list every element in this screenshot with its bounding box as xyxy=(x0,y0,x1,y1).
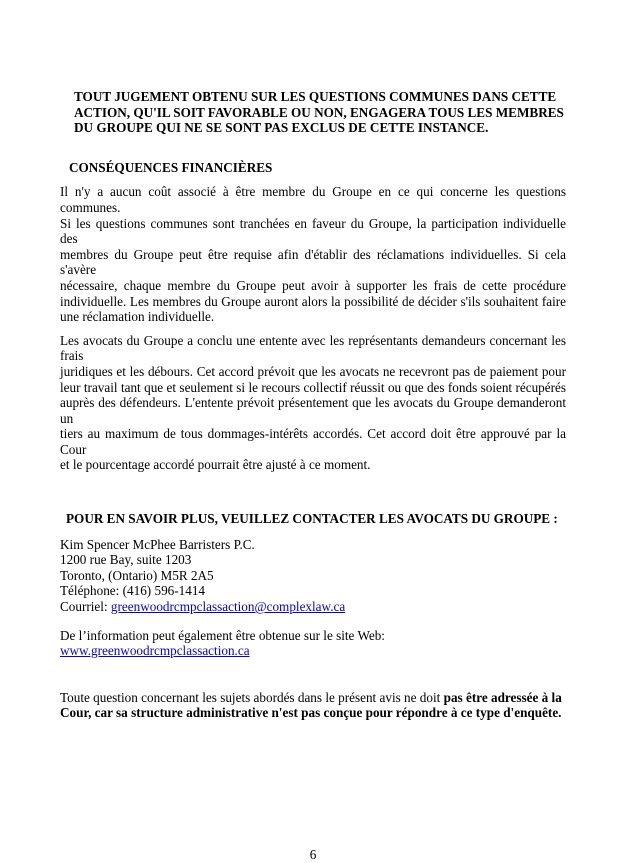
contact-section-heading: POUR EN SAVOIR PLUS, VEUILLEZ CONTACTER LES AVOCATS DU GROUPE : xyxy=(66,511,558,527)
closing-text-bold-1: pas être adressée à la xyxy=(443,689,562,705)
contact-address-line1: 1200 rue Bay, suite 1203 xyxy=(60,552,192,568)
contact-email-line xyxy=(60,599,566,615)
financial-section-heading: CONSÉQUENCES FINANCIÈRES xyxy=(69,159,273,175)
financial-paragraph-1: Il n'y a aucun coût associé à être membre du Groupe en ce qui concerne les questions communes. Si les questions communes sont tranchées en faveur du Groupe, la participation individuelle des membres du Groupe peut être requise afin d'établir des réclamations individuelles. Si cela s'avère nécessaire, chaque membre du Groupe peut avoir à supporter les frais de cette procédure individuelle. Les membres du Groupe auront alors la possibilité de décider s'ils souhaitent faire une réclamation individuelle. xyxy=(60,184,566,325)
closing-line-1 xyxy=(60,690,566,706)
website-info-block xyxy=(60,628,566,659)
contact-address-line2: Toronto, (Ontario) M5R 2A5 xyxy=(60,567,214,583)
website-intro: De l’information peut également être obtenue sur le site Web: xyxy=(60,627,385,643)
contact-phone: Téléphone: (416) 596-1414 xyxy=(60,583,206,599)
email-label: Courriel: xyxy=(60,599,111,615)
contact-firm-name: Kim Spencer McPhee Barristers P.C. xyxy=(60,536,255,552)
website-link[interactable]: www.greenwoodrcmpclassaction.ca xyxy=(60,643,250,659)
financial-paragraph-2: Les avocats du Groupe a conclu une entente avec les représentants demandeurs concernant les frais juridiques et les débours. Cet accord prévoit que les avocats ne recevront pas de paiement pour leur travail tant que et seulement si le recours collectif réussit ou que des fonds soient récupérés auprès des défendeurs. L'entente prévoit présentement que les avocats du Groupe demanderont un tiers au maximum de tous dommages-intérêts accordés. Cet accord doit être approuvé par la Cour et le pourcentage accordé pourrait être ajusté à ce moment. xyxy=(60,332,566,473)
website-link-line xyxy=(60,643,566,659)
page-number: 6 xyxy=(309,847,317,862)
closing-line-2: Cour, car sa structure administrative n'est pas conçue pour répondre à ce type d'enquête. xyxy=(60,705,562,721)
email-link[interactable]: greenwoodrcmpclassaction@complexlaw.ca xyxy=(110,599,346,615)
contact-block xyxy=(60,537,566,615)
closing-text-normal: Toute question concernant les sujets abordés dans le présent avis ne doit xyxy=(60,689,444,705)
closing-paragraph xyxy=(60,690,566,721)
judgment-notice-heading: TOUT JUGEMENT OBTENU SUR LES QUESTIONS COMMUNES DANS CETTE ACTION, QU'IL SOIT FAVORABLE OU NON, ENGAGERA TOUS LES MEMBRES DU GROUPE QUI NE SE SONT PAS EXCLUS DE CETTE INSTANCE. xyxy=(74,89,564,136)
